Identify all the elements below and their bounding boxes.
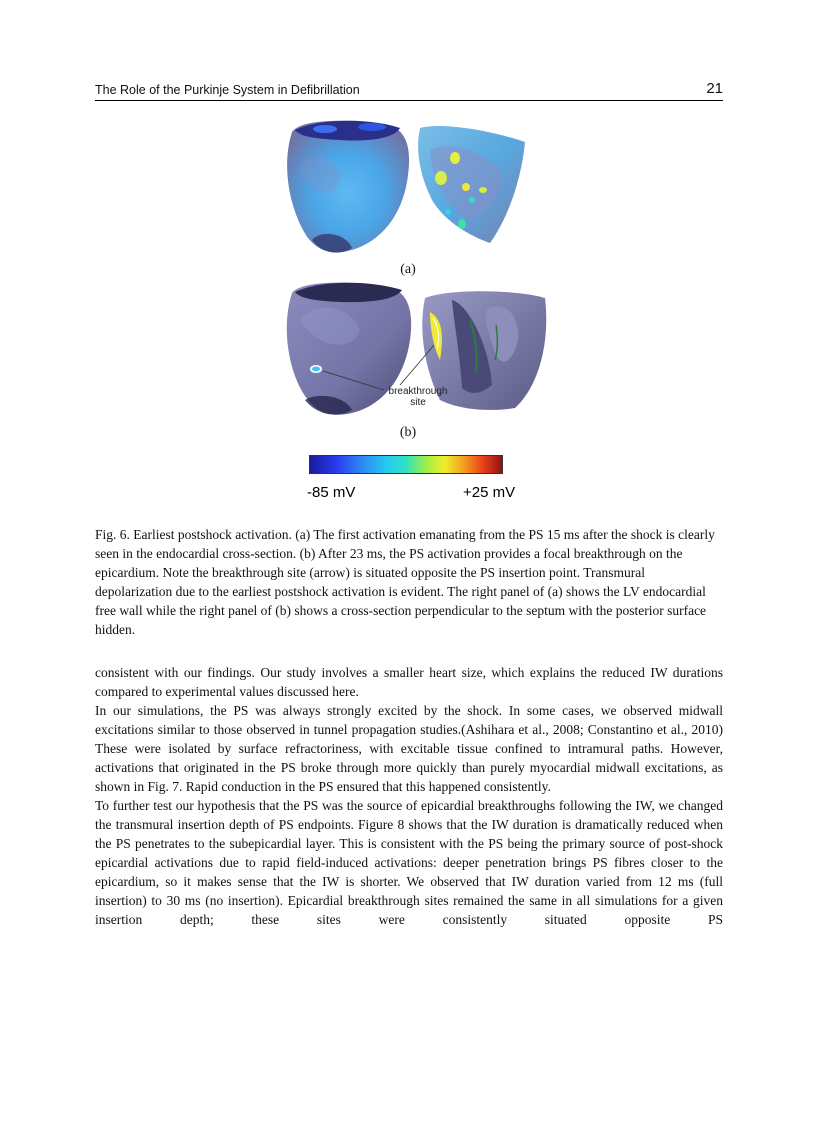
figure-6 <box>0 0 816 520</box>
panel-a-endocardium-render <box>418 126 525 243</box>
panel-a-label: (a) <box>400 262 416 277</box>
annotation-line-2: site <box>410 397 426 408</box>
panel-a-epicardium-render <box>287 121 409 253</box>
colorbar-min-label: -85 mV <box>307 484 356 501</box>
annotation-line-1: breakthrough <box>388 386 448 397</box>
page-number: 21 <box>706 80 723 97</box>
panel-b-label: (b) <box>399 425 417 440</box>
heart-renderings <box>0 0 816 520</box>
paragraph: In our simulations, the PS was always strongly excited by the shock. In some cases, we observed midwall excitations similar to those observed in tunnel propagation studies.(Ashihara et al., 2008; Constantino et al., 2010) These were isolated by surface refractoriness, with excitable tissue confined to intramural paths. However, activations that originated in the PS broke through more quickly than purely myocardial midwall excitations, as shown in Fig. 7. Rapid conduction in the PS ensured that this happened consistently. <box>95 703 723 794</box>
paragraph: To further test our hypothesis that the PS was the source of epicardial breakthroughs following the IW, we changed the transmural insertion depth of PS endpoints. Figure 8 shows that the IW duration is dramatically reduced when the PS penetrates to the subepicardial layer. This is consistent with the PS being the primary source of post-shock epicardial activations due to rapid field-induced activations: deeper penetration brings PS fibres closer to the epicardium, so it makes sense that the IW is shorter. We observed that IW duration varied from 12 ms (full insertion) to 30 ms (no insertion). Epicardial breakthrough sites remained the same in all simulations for a given insertion depth; these sites were consistently situated opposite PS <box>95 798 723 927</box>
figure-caption: Fig. 6. Earliest postshock activation. (a) The first activation emanating from the PS 15 ms after the shock is clearly seen in the endocardial cross-section. (b) After 23 ms, the PS activation provides a focal breakthrough on the epicardium. Note the breakthrough site (arrow) is situated opposite the PS insertion point. Transmural depolarization due to the earliest postshock activation is evident. The right panel of (a) shows the LV endocardial free wall while the right panel of (b) shows a cross-section perpendicular to the septum with the posterior surface hidden. <box>95 527 715 637</box>
paragraph: consistent with our findings. Our study involves a smaller heart size, which explains the reduced IW durations compared to experimental values discussed here. <box>95 665 723 699</box>
running-title: The Role of the Purkinje System in Defibrillation <box>95 83 360 97</box>
voltage-colorbar <box>309 455 503 474</box>
body-text <box>95 663 723 929</box>
colorbar-max-label: +25 mV <box>463 484 516 501</box>
